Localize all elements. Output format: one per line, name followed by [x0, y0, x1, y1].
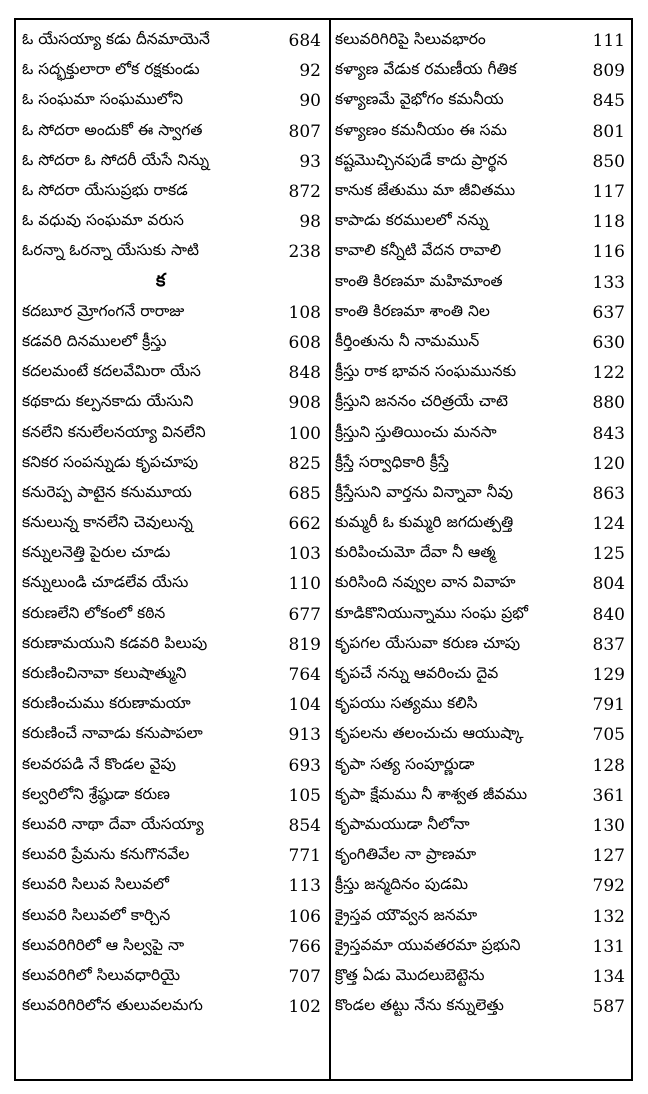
song-title: కన్నులనెత్తి పైరుల చూడు: [22, 543, 171, 562]
index-row: [331, 147, 631, 177]
song-number: 90: [299, 91, 321, 112]
song-number: 809: [592, 61, 625, 82]
song-number: 128: [592, 755, 625, 776]
song-title: కురిసింది నవ్వుల వాన వివాహ: [335, 573, 516, 592]
index-row: [16, 328, 329, 358]
index-row: [331, 932, 631, 962]
song-number: 117: [592, 182, 625, 203]
song-title: కరుణలేని లోకంలో కఠిన: [22, 603, 166, 622]
song-title: కురిపించుమో దేవా నీ ఆత్మ: [335, 543, 496, 562]
song-number: 913: [288, 725, 321, 746]
index-row: [331, 811, 631, 841]
song-number: 804: [592, 574, 625, 595]
song-title: ఓ సంఘమా సంఘములోని: [22, 90, 184, 109]
index-row: [16, 358, 329, 388]
song-number: 608: [288, 332, 321, 353]
song-title: క్రీస్తుని జననం చరిత్రయే చాటె: [335, 392, 508, 411]
index-row: [16, 630, 329, 660]
song-title: కళ్యాణం కమనీయం ఈ సమ: [335, 120, 507, 139]
song-number: 791: [592, 695, 625, 716]
index-row: [331, 690, 631, 720]
index-row: [16, 901, 329, 931]
song-title: కనికర సంపన్నుడు కృపచూపు: [22, 452, 199, 471]
song-number: 113: [288, 876, 321, 897]
index-row: [16, 932, 329, 962]
song-title: కలువరి ప్రేమను కనుగొనవేల: [22, 845, 190, 864]
song-number: 133: [592, 272, 625, 293]
song-number: 843: [592, 423, 625, 444]
song-number: 102: [288, 997, 321, 1018]
index-row: [331, 569, 631, 599]
index-row: [331, 901, 631, 931]
song-title: కళ్యాణ వేడుక రమణీయ గీతిక: [335, 60, 517, 79]
song-number: 766: [288, 936, 321, 957]
song-title: కృపయు సత్యము కలిసి: [335, 694, 478, 713]
song-number: 98: [299, 212, 321, 233]
song-number: 705: [592, 725, 625, 746]
index-row: [331, 56, 631, 86]
song-number: 104: [288, 695, 321, 716]
song-number: 677: [288, 604, 321, 625]
index-row: [331, 871, 631, 901]
song-number: 863: [592, 483, 625, 504]
song-title: కలువరిగిరిపై సిలువభారం: [335, 30, 486, 49]
song-number: 848: [288, 363, 321, 384]
index-row: [331, 177, 631, 207]
song-title: కృపా సత్య సంపూర్ణుడా: [335, 754, 475, 773]
song-number: 637: [592, 302, 625, 323]
index-row: [16, 600, 329, 630]
index-row: [16, 690, 329, 720]
index-row: [16, 117, 329, 147]
index-row: [331, 86, 631, 116]
song-title: కడవరి దినములలో క్రీస్తు: [22, 331, 167, 350]
song-number: 130: [592, 815, 625, 836]
index-row: [331, 630, 631, 660]
song-title: కానుక జేతుము మా జీవితము: [335, 181, 516, 200]
song-title: ఓ యేసయ్యా కడు దీనమాయెనే: [22, 30, 210, 49]
song-title: కష్టమొచ్చినపుడే కాదు ప్రార్థన: [335, 150, 508, 169]
section-letter: క: [156, 270, 166, 292]
index-row: [331, 298, 631, 328]
song-title: కదలమంటే కదలవేమిరా యేస: [22, 362, 201, 381]
song-number: 685: [288, 483, 321, 504]
index-row: [16, 539, 329, 569]
song-number: 105: [288, 785, 321, 806]
index-row: [16, 418, 329, 448]
index-row: [331, 268, 631, 298]
song-title: క్రీస్తుని స్తుతియించు మనసా: [335, 422, 497, 441]
song-title: కథకాదు కల్పనకాదు యేసుని: [22, 392, 194, 411]
song-number: 108: [288, 302, 321, 323]
song-number: 131: [592, 936, 625, 957]
song-title: క్రీస్తు రాక భావన సంఘమునకు: [335, 362, 517, 381]
song-number: 110: [288, 574, 321, 595]
index-row: [331, 449, 631, 479]
song-title: కరుణించే నావాడు కనుపాపలా: [22, 724, 203, 743]
song-title: కలువరిగిరిలోన తులువలమగు: [22, 996, 203, 1015]
section-heading: [16, 268, 329, 298]
song-number: 127: [592, 846, 625, 867]
song-number: 106: [288, 906, 321, 927]
song-number: 880: [592, 393, 625, 414]
index-row: [331, 388, 631, 418]
song-number: 707: [288, 966, 321, 987]
song-title: కనురెప్ప పాటైన కనుమూయ: [22, 482, 192, 501]
index-row: [331, 720, 631, 750]
song-number: 850: [592, 151, 625, 172]
index-row: [16, 781, 329, 811]
song-title: ఓ సోదరా అందుకో ఈ స్వాగత: [22, 120, 203, 139]
song-title: కూడికొనియున్నాము సంఘ ప్రభో: [335, 603, 528, 622]
index-row: [16, 509, 329, 539]
right-column: [331, 20, 631, 1079]
song-number: 837: [592, 634, 625, 655]
index-row: [16, 177, 329, 207]
song-title: కాంతి కిరణమా మహిమాంత: [335, 271, 503, 290]
index-row: [331, 660, 631, 690]
song-title: కలవరపడి నే కొండల వైపు: [22, 754, 177, 773]
song-title: కదబూర మ్రోగంగనే రారాజు: [22, 301, 185, 320]
index-row: [331, 207, 631, 237]
index-row: [16, 56, 329, 86]
song-number: 118: [592, 212, 625, 233]
song-title: ఓ సోదరా ఓ సోదరీ యేసే నిన్ను: [22, 150, 210, 169]
index-row: [16, 298, 329, 328]
song-number: 630: [592, 332, 625, 353]
index-row: [331, 992, 631, 1022]
index-row: [16, 841, 329, 871]
song-title: కలువరిగిలో సిలువధారియై: [22, 965, 181, 984]
song-number: 361: [592, 785, 625, 806]
song-number: 801: [592, 121, 625, 142]
song-number: 111: [592, 31, 625, 52]
song-title: కళ్యాణమే వైభోగం కమనీయ: [335, 90, 504, 109]
song-number: 93: [299, 151, 321, 172]
song-title: ఓరన్నా ఓరన్నా యేసుకు సాటి: [22, 241, 199, 260]
song-title: కనులున్న కానలేని చెవులున్న: [22, 513, 193, 532]
song-number: 693: [288, 755, 321, 776]
song-title: కృపా క్షేమము నీ శాశ్వత జీవము: [335, 784, 528, 803]
song-number: 825: [288, 453, 321, 474]
index-row: [16, 569, 329, 599]
index-row: [16, 962, 329, 992]
song-number: 587: [592, 997, 625, 1018]
song-number: 908: [288, 393, 321, 414]
index-row: [16, 207, 329, 237]
song-title: కనలేని కనులేలనయ్యా వినలేని: [22, 422, 206, 441]
index-row: [331, 117, 631, 147]
song-number: 92: [299, 61, 321, 82]
song-title: కాపాడు కరములలో నన్ను: [335, 211, 489, 230]
index-row: [331, 237, 631, 267]
song-number: 807: [288, 121, 321, 142]
song-title: ఓ సద్భక్తులారా లోక రక్షకుండు: [22, 60, 200, 79]
song-title: కావాలి కన్నీటి వేదన రావాలి: [335, 241, 502, 260]
index-row: [16, 992, 329, 1022]
song-number: 845: [592, 91, 625, 112]
song-number: 684: [288, 31, 321, 52]
song-title: ఓ సోదరా యేసుప్రభు రాకడ: [22, 181, 188, 200]
song-title: కృపచే నన్ను ఆవరించు దైవ: [335, 664, 499, 683]
index-row: [331, 328, 631, 358]
song-title: కీర్తింతును నీ నామమున్: [335, 331, 480, 350]
song-title: కొండల తట్టు నేను కన్నులెత్తు: [335, 996, 504, 1015]
index-row: [331, 26, 631, 56]
song-number: 840: [592, 604, 625, 625]
index-row: [331, 751, 631, 781]
song-title: క్రీస్తు జన్మదినం పుడమి: [335, 875, 469, 894]
index-row: [16, 811, 329, 841]
song-title: క్రీస్తేసుని వార్తను విన్నావా నీవు: [335, 482, 513, 501]
index-row: [16, 479, 329, 509]
song-number: 124: [592, 514, 625, 535]
song-title: క్రైస్తవమా యువతరమా ప్రభుని: [335, 935, 521, 954]
song-number: 125: [592, 544, 625, 565]
index-row: [331, 479, 631, 509]
song-title: కలువరి నాథా దేవా యేసయ్యా: [22, 814, 204, 833]
index-row: [16, 660, 329, 690]
index-row: [16, 147, 329, 177]
song-title: కాంతి కిరణమా శాంతి నిల: [335, 301, 490, 320]
song-number: 819: [288, 634, 321, 655]
song-number: 129: [592, 665, 625, 686]
index-row: [331, 358, 631, 388]
song-number: 100: [288, 423, 321, 444]
index-row: [331, 781, 631, 811]
song-number: 854: [288, 815, 321, 836]
song-number: 116: [592, 242, 625, 263]
song-title: క్రైస్తవ యౌవ్వన జనమా: [335, 905, 478, 924]
index-row: [331, 841, 631, 871]
index-row: [331, 962, 631, 992]
song-title: కరుణించుము కరుణామయా: [22, 694, 191, 713]
index-row: [16, 871, 329, 901]
index-row: [331, 600, 631, 630]
song-number: 662: [288, 514, 321, 535]
index-row: [331, 539, 631, 569]
index-row: [16, 449, 329, 479]
song-number: 134: [592, 966, 625, 987]
song-title: కలువరి సిలువ సిలువలో: [22, 875, 169, 894]
song-title: కృంగితివేల నా ప్రాణమా: [335, 845, 477, 864]
song-number: 132: [592, 906, 625, 927]
song-number: 764: [288, 665, 321, 686]
song-title: కరుణించినావా కలుషాత్ముని: [22, 664, 187, 683]
song-number: 238: [288, 242, 321, 263]
song-title: కృపామయుడా నీలోనా: [335, 814, 470, 833]
song-title: కన్నులుండి చూడలేవ యేసు: [22, 573, 189, 592]
song-number: 122: [592, 363, 625, 384]
song-number: 120: [592, 453, 625, 474]
index-row: [331, 418, 631, 448]
index-row: [16, 720, 329, 750]
song-title: కరుణామయుని కడవరి పిలుపు: [22, 633, 208, 652]
song-title: కృపలను తలంచుచు ఆయుష్కా: [335, 724, 524, 743]
song-title: కలువరి సిలువలో కార్చిన: [22, 905, 171, 924]
left-column: [16, 20, 331, 1079]
index-table: [14, 18, 633, 1081]
song-number: 872: [288, 182, 321, 203]
song-title: కుమ్మరీ ఓ కుమ్మరి జగదుత్పత్తి: [335, 513, 514, 532]
index-row: [16, 751, 329, 781]
song-title: కలువరిగిరిలో ఆ సిల్వపై నా: [22, 935, 185, 954]
song-title: క్రీస్తే సర్వాధికారి క్రీస్తే: [335, 452, 449, 471]
song-title: కల్వరిలోని శ్రేష్ఠుడా కరుణ: [22, 784, 170, 803]
index-row: [16, 388, 329, 418]
index-row: [16, 26, 329, 56]
index-row: [331, 509, 631, 539]
index-row: [16, 86, 329, 116]
song-number: 792: [592, 876, 625, 897]
index-row: [16, 237, 329, 267]
song-title: ఓ వధువు సంఘమా వరుస: [22, 211, 184, 230]
song-number: 103: [288, 544, 321, 565]
song-title: క్రొత్త ఏడు మొదలుబెట్టెను: [335, 965, 485, 984]
song-title: కృపగల యేసువా కరుణ చూపు: [335, 633, 521, 652]
song-number: 771: [288, 846, 321, 867]
